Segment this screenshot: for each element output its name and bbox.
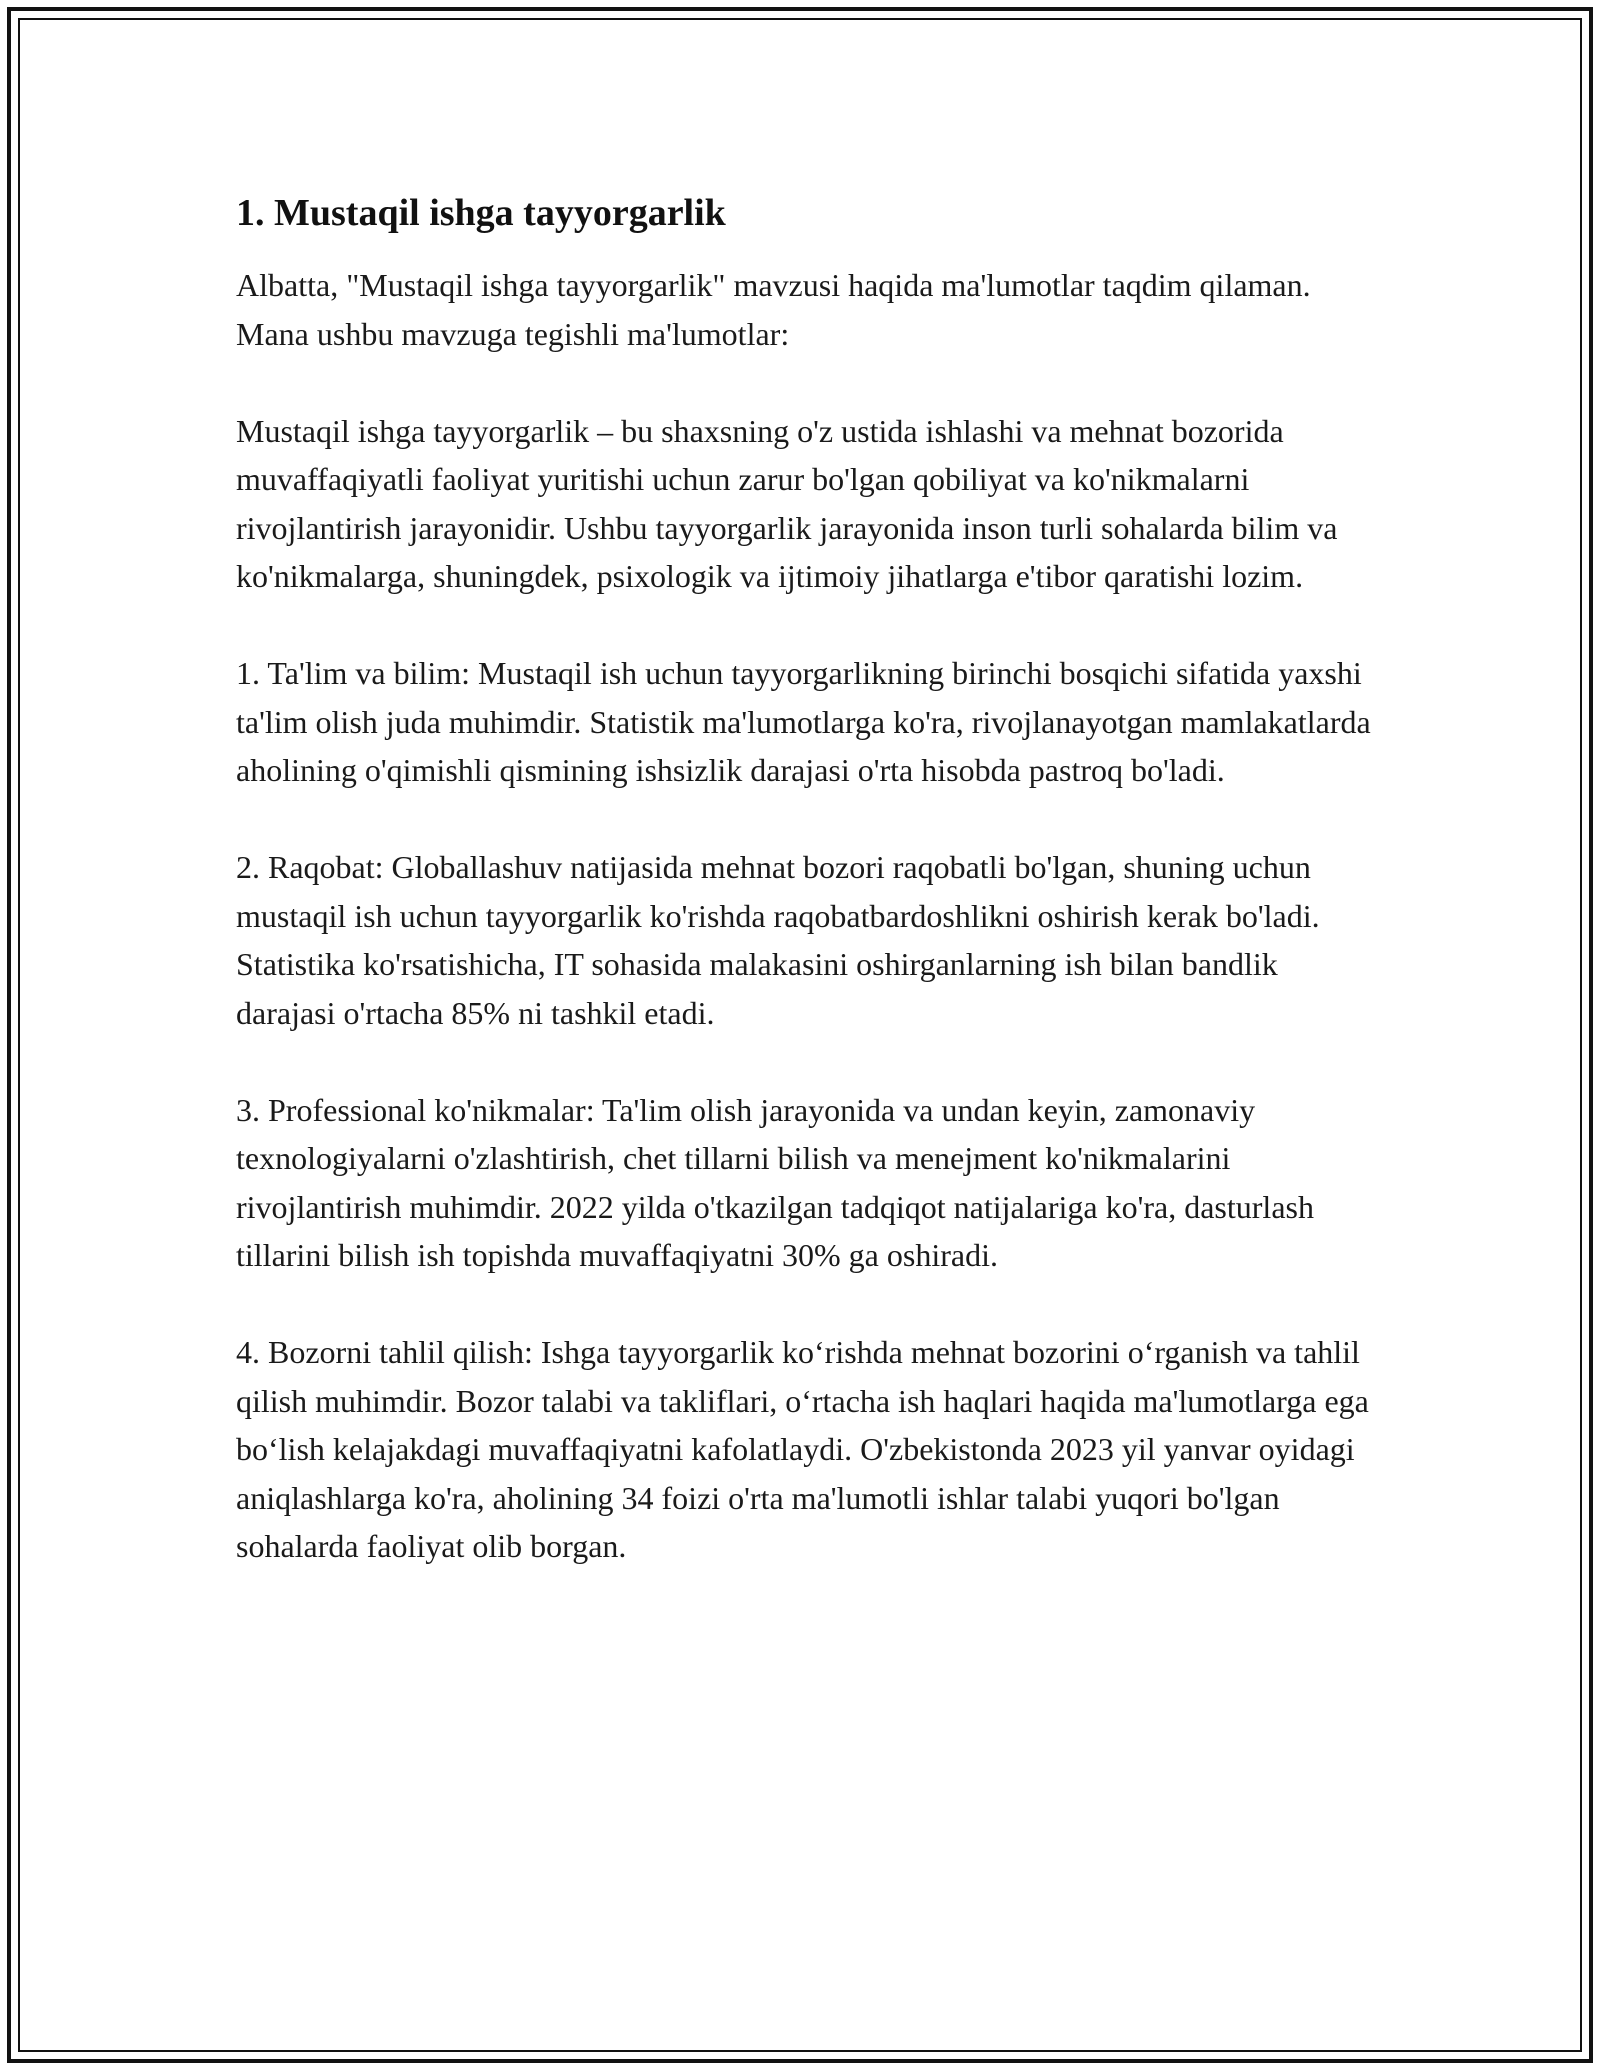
competition-paragraph: 2. Raqobat: Globallashuv natijasida mehnat bozori raqobatli bo'lgan, shuning uchun mustaqil ish uchun tayyorgarlik ko'rishda raqobatbardoshlikni oshirish kerak bo'ladi. Statistika ko'rsatishicha, IT sohasida malakasini oshirganlarning ish bilan bandlik darajasi o'rtacha 85% ni tashkil etadi. (236, 849, 1320, 1031)
market-analysis-paragraph: 4. Bozorni tahlil qilish: Ishga tayyorgarlik ko‘rishda mehnat bozorini o‘rganish va tahlil qilish muhimdir. Bozor talabi va takliflari, o‘rtacha ish haqlari haqida ma'lumotlarga ega bo‘lish kelajakdagi muvaffaqiyatni kafolatlaydi. O'zbekistonda 2023 yil yanvar oyidagi aniqlashlarga ko'ra, aholining 34 foizi o'rta ma'lumotli ishlar talabi yuqori bo'lgan sohalarda faoliyat olib borgan. (236, 1334, 1369, 1564)
professional-skills-paragraph: 3. Professional ko'nikmalar: Ta'lim olish jarayonida va undan keyin, zamonaviy texnologiyalarni o'zlashtirish, chet tillarni bilish va menejment ko'nikmalarini rivojlantirish muhimdir. 2022 yilda o'tkazilgan tadqiqot natijalariga ko'ra, dasturlash tillarini bilish ish topishda muvaffaqiyatni 30% ga oshiradi. (236, 1091, 1314, 1273)
definition-paragraph: Mustaqil ishga tayyorgarlik – bu shaxsning o'z ustida ishlashi va mehnat bozorida muvaffaqiyatli faoliyat yuritishi uchun zarur bo'lgan qobiliyat va ko'nikmalarni rivojlantirish jarayonidir. Ushbu tayyorgarlik jarayonida inson turli sohalarda bilim va ko'nikmalarga, shuningdek, psixologik va ijtimoiy jihatlarga e'tibor qaratishi lozim. (236, 412, 1338, 594)
section-heading: 1. Mustaqil ishga tayyorgarlik (236, 192, 726, 234)
education-paragraph: 1. Ta'lim va bilim: Mustaqil ish uchun tayyorgarlikning birinchi bosqichi sifatida yaxshi ta'lim olish juda muhimdir. Statistik ma'lumotlarga ko'ra, rivojlanayotgan mamlakatlarda aholining o'qimishli qismining ishsizlik darajasi o'rta hisobda pastroq bo'ladi. (236, 655, 1371, 788)
document-content (236, 185, 1376, 1571)
intro-paragraph: Albatta, "Mustaqil ishga tayyorgarlik" mavzusi haqida ma'lumotlar taqdim qilaman. Mana ushbu mavzuga tegishli ma'lumotlar: (236, 267, 1311, 352)
